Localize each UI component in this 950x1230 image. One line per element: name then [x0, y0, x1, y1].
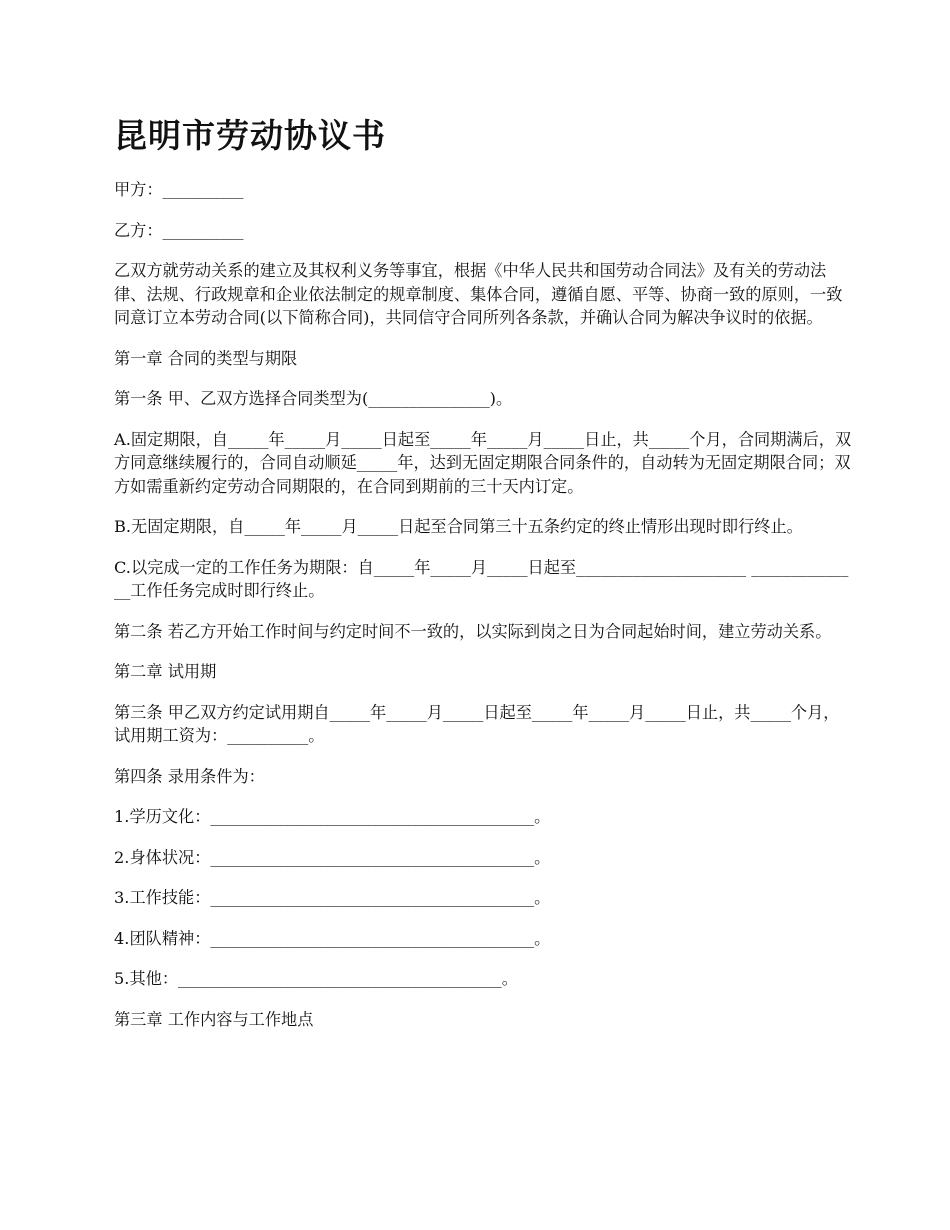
condition-skills: 3.工作技能：________________________________________。: [114, 888, 551, 907]
option-b-open-term: B.无固定期限，自_____年_____月_____日起至合同第三十五条约定的终止情形出现时即行终止。: [114, 517, 803, 536]
preamble-paragraph: 乙双方就劳动关系的建立及其权利义务等事宜，根据《中华人民共和国劳动合同法》及有关的劳动法律、法规、行政规章和企业依法制定的规章制度、集体合同，遵循自愿、平等、协商一致的原则，一致同意订立本劳动合同(以下简称合同)，共同信守合同所列各条款，并确认合同为解决争议时的依据。: [114, 261, 843, 327]
chapter-2-heading: 第二章 试用期: [114, 662, 217, 681]
article-4: 第四条 录用条件为：: [114, 766, 265, 786]
condition-other: 5.其他：________________________________________。: [114, 969, 518, 988]
party-a-line: 甲方：__________: [114, 180, 244, 199]
option-a-fixed-term: A.固定期限，自_____年_____月_____日起至_____年_____月_____日止，共_____个月，合同期满后，双方同意继续履行的，合同自动顺延_____年，达到无固定期限合同条件的，自动转为无固定期限合同；双方如需重新约定劳动合同期限的，在合同到期前的三十天内订定。: [114, 429, 852, 496]
condition-health: 2.身体状况：________________________________________。: [114, 847, 551, 867]
article-3: 第三条 甲乙双方约定试用期自_____年_____月_____日起至_____年_____月_____日止，共_____个月，试用期工资为：__________。: [114, 702, 840, 745]
chapter-3-heading: 第三章 工作内容与工作地点: [114, 1009, 314, 1029]
article-1: 第一条 甲、乙双方选择合同类型为(_______________)。: [114, 389, 513, 408]
condition-teamwork: 4.团队精神：________________________________________。: [114, 928, 551, 948]
document-page: [114, 112, 854, 1048]
document-title: 昆明市劳动协议书: [114, 116, 386, 155]
party-b-line: 乙方：__________: [114, 220, 244, 240]
article-2: 第二条 若乙方开始工作时间与约定时间不一致的，以实际到岗之日为合同起始时间，建立劳动关系。: [114, 621, 832, 641]
chapter-1-heading: 第一章 合同的类型与期限: [114, 348, 298, 368]
condition-education: 1.学历文化：________________________________________。: [114, 807, 551, 826]
option-c-task-term: C.以完成一定的工作任务为期限：自_____年_____月_____日起至_____________________ ______________工作任务完成时即行终止。: [114, 557, 849, 600]
